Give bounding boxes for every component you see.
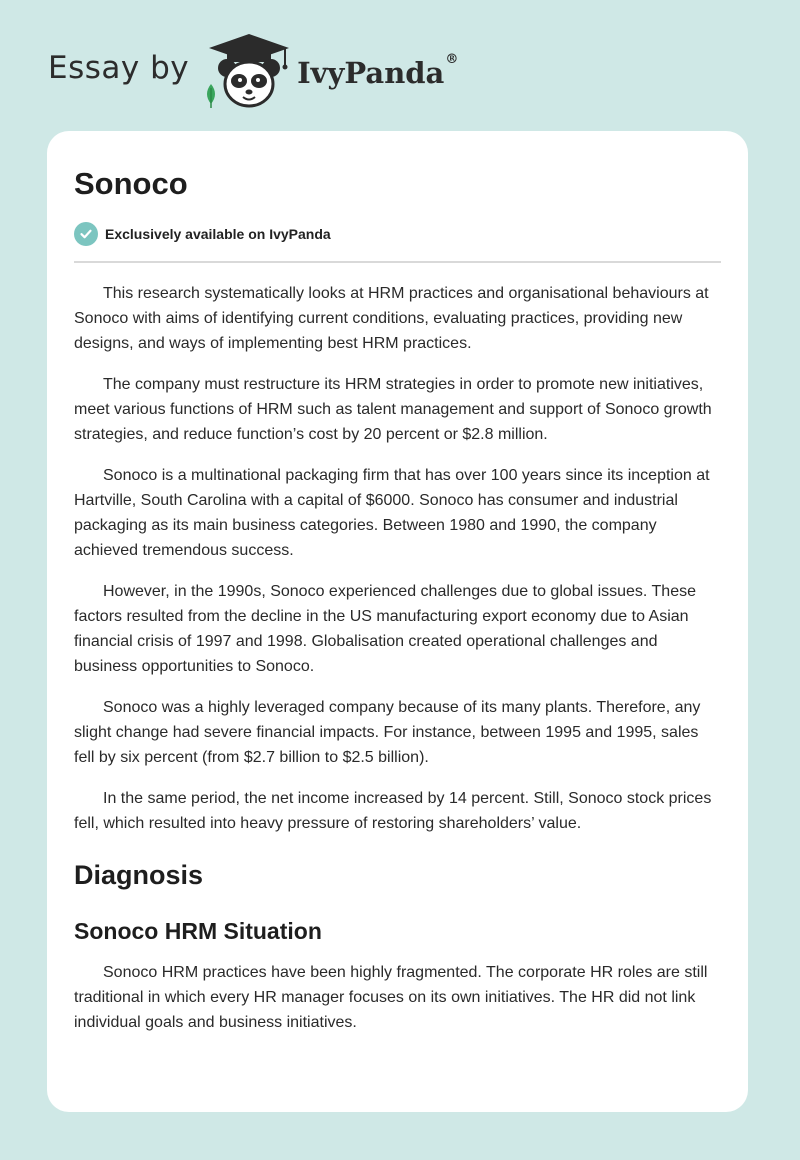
section-heading-diagnosis: Diagnosis: [74, 860, 204, 890]
panda-graduate-icon: [203, 32, 295, 112]
paragraph: Sonoco is a multinational packaging firm that has over 100 years since its inception at Hartville, South Carolina with a capital of $6000. Sonoco has consumer and industrial packaging as its main business categories. Between 1980 and 1990, the company achieved tremendous success.: [74, 467, 710, 559]
site-header: [48, 30, 468, 110]
paragraph: However, in the 1990s, Sonoco experienced challenges due to global issues. These factors resulted from the decline in the US manufacturing export economy due to Asian financial crisis of 1997 and 1998. Globalisation created operational challenges and business opportunities to Sonoco.: [74, 583, 696, 675]
exclusive-badge: [74, 221, 721, 247]
subsection-heading-hrm-situation: Sonoco HRM Situation: [74, 918, 322, 944]
essay-by-label: Essay by: [48, 50, 190, 86]
paragraph: This research systematically looks at HRM practices and organisational behaviours at Sonoco with aims of identifying current conditions, evaluating practices, providing new designs, and ways of implementing best HRM practices.: [74, 285, 709, 352]
paragraph: Sonoco was a highly leveraged company because of its many plants. Therefore, any slight change had severe financial impacts. For instance, between 1995 and 1995, sales fell by six percent (from $2.7 billion to $2.5 billion).: [74, 699, 701, 766]
page-title: Sonoco: [74, 166, 188, 201]
check-circle-icon: [74, 222, 98, 246]
paragraph: In the same period, the net income increased by 14 percent. Still, Sonoco stock prices fell, which resulted into heavy pressure of restoring shareholders’ value.: [74, 790, 712, 832]
paragraph: The company must restructure its HRM strategies in order to promote new initiatives, meet various functions of HRM such as talent management and support of Sonoco growth strategies, and reduce function’s cost by 20 percent or $2.8 million.: [74, 376, 712, 443]
paragraph: Sonoco HRM practices have been highly fragmented. The corporate HR roles are still traditional in which every HR manager focuses on its own initiatives. The HR did not link individual goals and business initiatives.: [74, 964, 708, 1031]
essay-card: [47, 131, 748, 1112]
ivypanda-logo-text: IvyPanda®: [297, 52, 459, 90]
exclusive-badge-label: Exclusively available on IvyPanda: [105, 226, 331, 242]
divider: [74, 261, 721, 263]
